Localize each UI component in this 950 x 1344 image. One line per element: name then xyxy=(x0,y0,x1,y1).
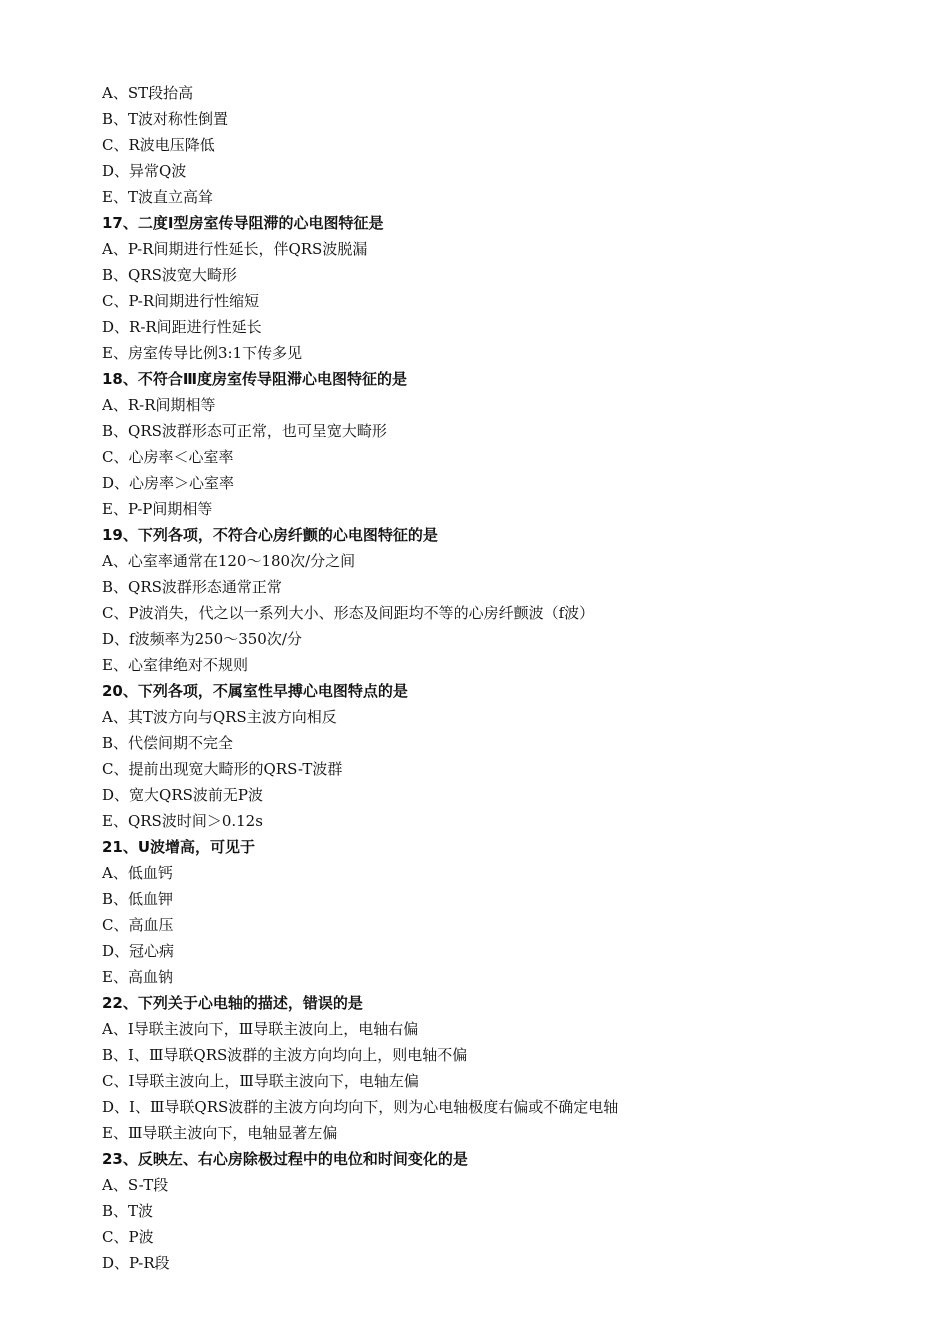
answer-option: E、高血钠 xyxy=(102,968,173,986)
answer-option: B、低血钾 xyxy=(102,890,174,908)
answer-option: E、QRS波时间＞0.12s xyxy=(102,812,263,830)
answer-option: C、提前出现宽大畸形的QRS-T波群 xyxy=(102,760,343,778)
answer-option: D、R-R间距进行性延长 xyxy=(102,318,262,336)
answer-option: A、S-T段 xyxy=(102,1176,169,1194)
answer-option: B、QRS波群形态通常正常 xyxy=(102,578,282,596)
answer-option: A、P-R间期进行性延长，伴QRS波脱漏 xyxy=(102,240,368,258)
answer-option: A、其T波方向与QRS主波方向相反 xyxy=(102,708,337,726)
answer-option: A、低血钙 xyxy=(102,864,173,882)
answer-option: C、R波电压降低 xyxy=(102,136,215,154)
answer-option: B、T波对称性倒置 xyxy=(102,110,229,128)
answer-option: D、Ⅰ、Ⅲ导联QRS波群的主波方向均向下，则为心电轴极度右偏或不确定电轴 xyxy=(102,1098,619,1116)
answer-option: B、T波 xyxy=(102,1202,154,1220)
answer-option: D、f波频率为250～350次/分 xyxy=(102,630,302,648)
question-title: 19、下列各项，不符合心房纤颤的心电图特征的是 xyxy=(102,526,438,544)
answer-option: B、Ⅰ、Ⅲ导联QRS波群的主波方向均向上，则电轴不偏 xyxy=(102,1046,468,1064)
answer-option: D、P-R段 xyxy=(102,1254,170,1272)
answer-option: C、P-R间期进行性缩短 xyxy=(102,292,260,310)
answer-option: B、代偿间期不完全 xyxy=(102,734,234,752)
question-title: 18、不符合Ⅲ度房室传导阻滞心电图特征的是 xyxy=(102,370,408,388)
answer-option: A、Ⅰ导联主波向下，Ⅲ导联主波向上，电轴右偏 xyxy=(102,1020,419,1038)
document-body xyxy=(102,80,922,1276)
answer-option: D、冠心病 xyxy=(102,942,175,960)
answer-option: A、ST段抬高 xyxy=(102,84,194,102)
answer-option: B、QRS波宽大畸形 xyxy=(102,266,237,284)
answer-option: C、P波 xyxy=(102,1228,154,1246)
answer-option: E、房室传导比例3:1下传多见 xyxy=(102,344,303,362)
answer-option: E、心室律绝对不规则 xyxy=(102,656,248,674)
question-title: 21、U波增高，可见于 xyxy=(102,838,256,856)
answer-option: E、Ⅲ导联主波向下，电轴显著左偏 xyxy=(102,1124,338,1142)
answer-option: A、心室率通常在120～180次/分之间 xyxy=(102,552,356,570)
question-title: 20、下列各项，不属室性早搏心电图特点的是 xyxy=(102,682,408,700)
question-title: 23、反映左、右心房除极过程中的电位和时间变化的是 xyxy=(102,1150,468,1168)
answer-option: D、宽大QRS波前无P波 xyxy=(102,786,263,804)
answer-option: D、异常Q波 xyxy=(102,162,187,180)
answer-option: D、心房率＞心室率 xyxy=(102,474,235,492)
answer-option: C、心房率＜心室率 xyxy=(102,448,234,466)
answer-option: E、T波直立高耸 xyxy=(102,188,213,206)
answer-option: C、高血压 xyxy=(102,916,174,934)
question-title: 17、二度Ⅰ型房室传导阻滞的心电图特征是 xyxy=(102,214,384,232)
answer-option: E、P-P间期相等 xyxy=(102,500,213,518)
answer-option: C、Ⅰ导联主波向上，Ⅲ导联主波向下，电轴左偏 xyxy=(102,1072,419,1090)
question-title: 22、下列关于心电轴的描述，错误的是 xyxy=(102,994,363,1012)
answer-option: A、R-R间期相等 xyxy=(102,396,216,414)
answer-option: B、QRS波群形态可正常，也可呈宽大畸形 xyxy=(102,422,387,440)
answer-option: C、P波消失，代之以一系列大小、形态及间距均不等的心房纤颤波（f波） xyxy=(102,604,595,622)
